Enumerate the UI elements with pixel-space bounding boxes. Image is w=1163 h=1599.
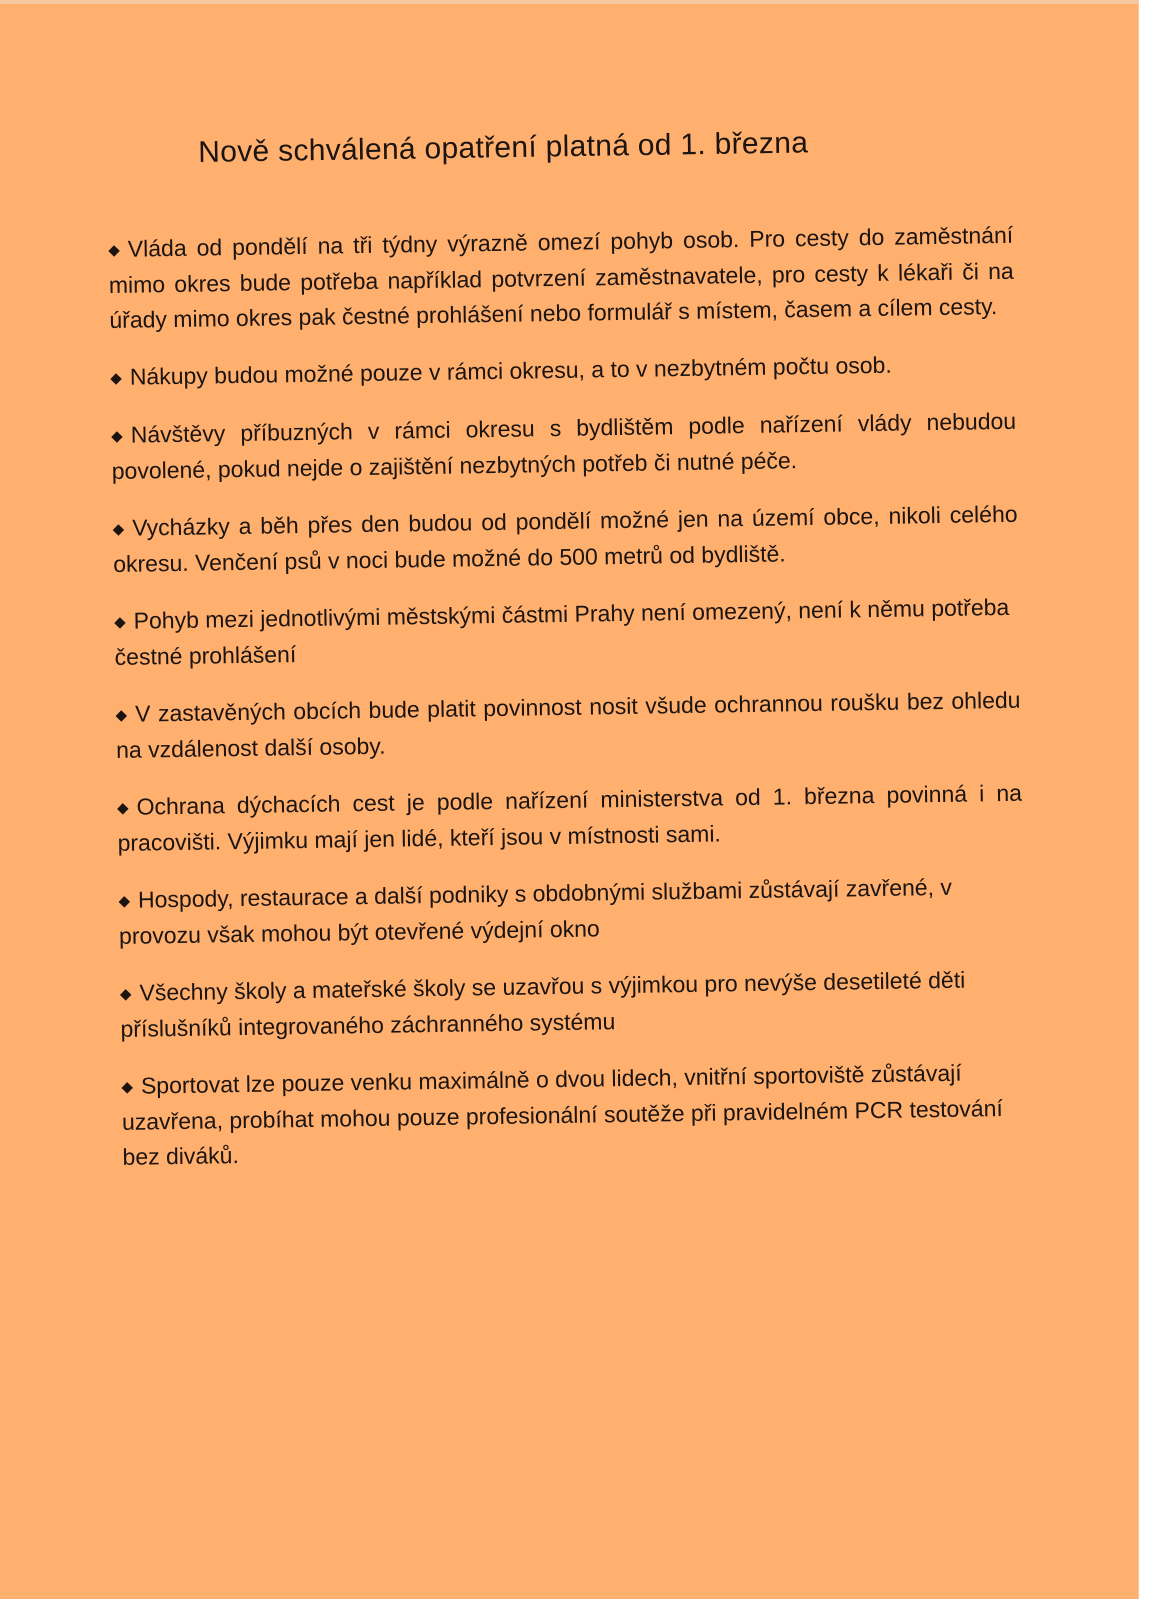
list-item	[115, 683, 1021, 768]
list-item-text: Ochrana dýchacích cest je podle nařízení ministerstva od 1. března povinná i na pracovišti. Výjimku mají jen lidé, kteří jsou v místnosti sami.	[117, 779, 1023, 856]
measures-list	[108, 218, 1028, 1197]
diamond-bullet-icon: ◆	[110, 369, 122, 387]
diamond-bullet-icon: ◆	[116, 799, 129, 817]
list-item	[118, 869, 1024, 954]
diamond-bullet-icon: ◆	[118, 892, 131, 910]
list-item	[111, 404, 1017, 489]
list-item-text: Návštěvy příbuzných v rámci okresu s bydlištěm podle nařízení vlády nebudou povolené, pokud nejde o zajištění nezbytných potřeb či nutné péče.	[111, 407, 1017, 484]
diamond-bullet-icon: ◆	[115, 706, 128, 724]
list-item	[112, 497, 1018, 582]
diamond-bullet-icon: ◆	[112, 520, 125, 538]
list-item	[108, 218, 1015, 338]
list-item-text: Vláda od pondělí na tři týdny výrazně omezí pohyb osob. Pro cesty do zaměstnání mimo okres bude potřeba například potvrzení zaměstnavatele, pro cesty k lékaři či na úřady mimo okres pak čestné prohlášení nebo formulář s místem, časem a cílem cesty.	[108, 221, 1014, 333]
list-item-text: Sportovat lze pouze venku maximálně o dvou lidech, vnitřní sportoviště zůstávají uzavřena, probíhat mohou pouze profesionální soutěže při pravidelném PCR testování bez diváků.	[121, 1059, 1003, 1170]
list-item-text: Všechny školy a mateřské školy se uzavřou s výjimkou pro nevýše desetileté děti příslušníků integrovaného záchranného systému	[120, 966, 966, 1042]
document-title: Nově schválená opatření platná od 1. března	[198, 126, 809, 169]
list-item	[110, 346, 1015, 396]
diamond-bullet-icon: ◆	[108, 241, 120, 259]
list-item-text: Pohyb mezi jednotlivými městskými částmi Prahy není omezený, není k němu potřeba čestné prohlášení	[114, 593, 1010, 670]
list-item	[120, 962, 1026, 1047]
paper-top-edge	[0, 0, 1138, 4]
list-item	[121, 1055, 1028, 1175]
list-item	[114, 590, 1020, 675]
list-item-text: Vycházky a běh přes den budou od pondělí možné jen na území obce, nikoli celého okresu. Venčení psů v noci bude možné do 500 metrů od bydliště.	[113, 500, 1018, 577]
diamond-bullet-icon: ◆	[114, 613, 126, 631]
diamond-bullet-icon: ◆	[119, 985, 132, 1003]
list-item-text: Hospody, restaurace a další podniky s obdobnými službami zůstávají zavřené, v provozu však mohou být otevřené výdejní okno	[118, 873, 953, 949]
list-item-text: Nákupy budou možné pouze v rámci okresu, a to v nezbytném počtu osob.	[129, 351, 892, 390]
diamond-bullet-icon: ◆	[121, 1078, 134, 1096]
list-item	[117, 776, 1023, 861]
list-item-text: V zastavěných obcích bude platit povinnost nosit všude ochrannou roušku bez ohledu na vzdálenost další osoby.	[115, 686, 1021, 763]
diamond-bullet-icon: ◆	[111, 427, 123, 445]
